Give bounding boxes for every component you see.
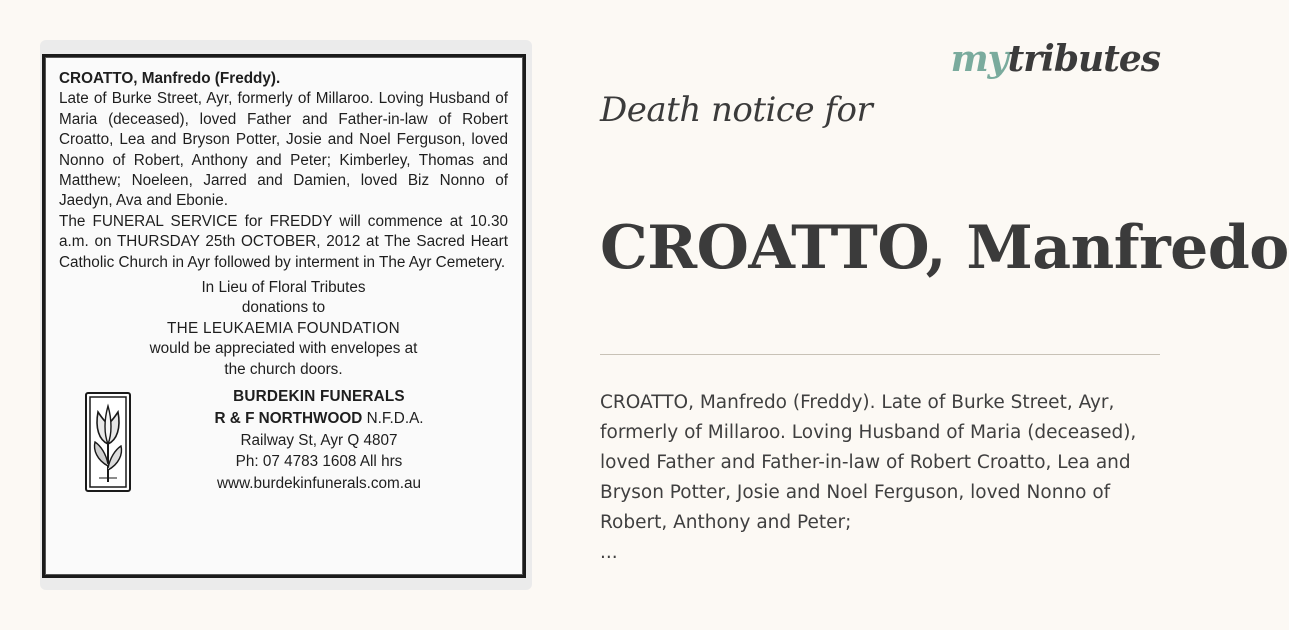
funeral-owner-suffix: N.F.D.A. [362,409,424,427]
funeral-director-details [169,386,469,495]
excerpt-text: CROATTO, Manfredo (Freddy). Late of Burke Street, Ayr, formerly of Millaroo. Loving Husband of Maria (deceased), loved Father and Father-in-law of Robert Croatto, Lea and Bryson Potter, Josie and Noel Ferguson, loved Nonno of Robert, Anthony and Peter; [600,392,1137,533]
notice-foundation-line: THE LEUKAEMIA FOUNDATION [166,319,400,337]
deceased-name-title: CROATTO, Manfredo [600,213,1289,283]
notice-heading: CROATTO, Manfredo (Freddy). [59,70,281,87]
funeral-address: Railway St, Ayr Q 4807 [240,431,398,449]
notice-appreciated-line: would be appreciated with envelopes at [149,340,418,358]
page-subtitle: Death notice for [600,90,873,130]
notice-family-paragraph: Late of Burke Street, Ayr, formerly of Millaroo. Loving Husband of Maria (deceased), loved Father and Father-in-law of Robert Croatto, Lea and Bryson Potter, Josie and Noel Ferguson, loved Nonno of Robert, Anthony and Peter; Kimberley, Thomas and Matthew; Noeleen, Jarred and Damien, loved Biz Nonno of Jaedyn, Ava and Ebonie. [59,90,508,210]
funeral-director-block [59,386,508,492]
funeral-owner [169,408,469,430]
notice-lieu-line: In Lieu of Floral Tributes [201,279,366,297]
divider [600,354,1160,355]
notice-content [45,57,523,575]
mytributes-logo[interactable] [951,38,1160,80]
notice-service-paragraph: The FUNERAL SERVICE for FREDDY will commence at 10.30 a.m. on THURSDAY 25th OCTOBER, 2012 at The Sacred Heart Catholic Church in Ayr followed by interment in The Ayr Cemetery. [59,212,508,271]
funeral-name: BURDEKIN FUNERALS [233,388,405,406]
notice-frame [42,54,526,578]
funeral-phone: Ph: 07 4783 1608 All hrs [235,453,403,471]
logo-part-my: my [950,38,1008,80]
notice-excerpt [600,388,1160,568]
funeral-owner-name: R & F NORTHWOOD [214,409,363,427]
notice-donations-line: donations to [241,299,326,317]
tulip-logo-icon [85,392,131,492]
excerpt-ellipsis: ... [600,542,618,563]
notice-church-doors-line: the church doors. [224,360,343,378]
funeral-website: www.burdekinfunerals.com.au [216,475,422,493]
notice-image [40,40,532,590]
logo-part-tributes: tributes [1007,38,1160,80]
